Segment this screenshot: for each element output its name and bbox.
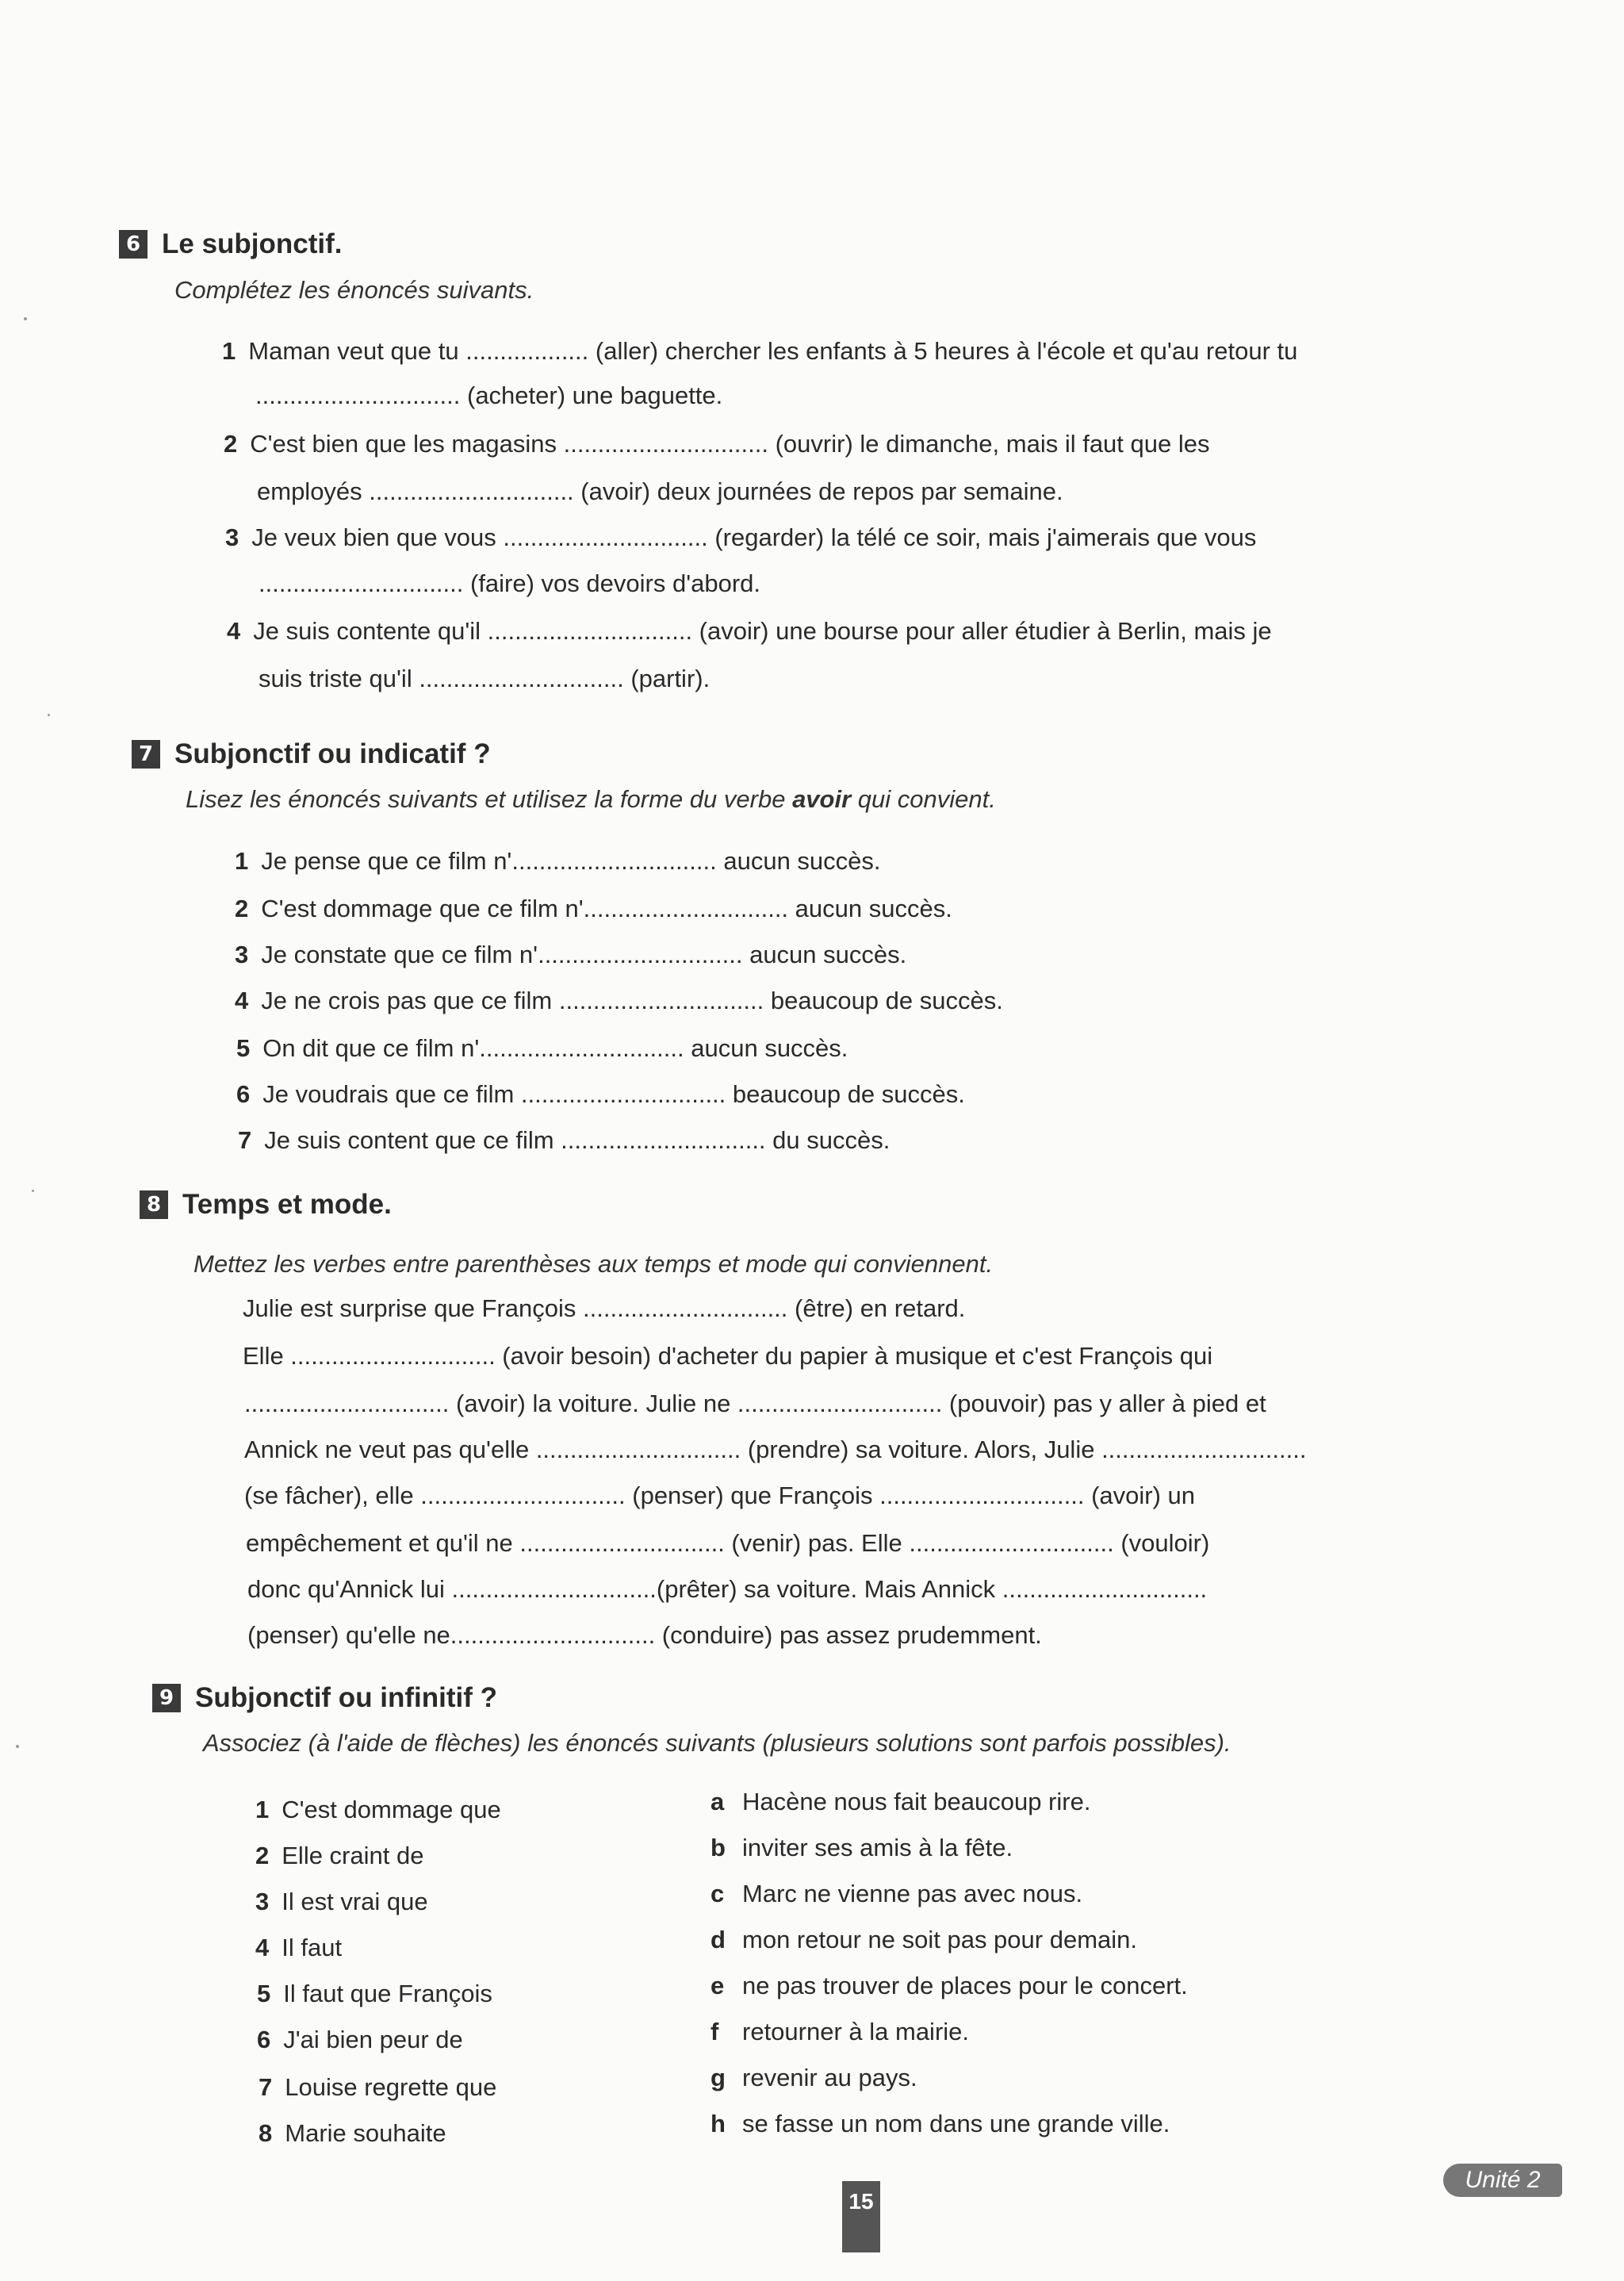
section-6-badge: 6: [119, 230, 147, 259]
s9-right-letter-f: f: [710, 2018, 719, 2045]
scan-speck: [32, 1190, 34, 1192]
s6-text-3b: .............................. (faire) vos devoirs d'abord.: [259, 569, 761, 597]
s9-left-6: [257, 2026, 463, 2054]
s6-line-1: [222, 337, 1297, 366]
s9-left-num-2: 2: [255, 1842, 270, 1869]
s9-left-num-3: 3: [255, 1888, 270, 1915]
s6-text-3: Je veux bien que vous .............................. (regarder) la télé ce soir, mais j'aimerais que vous: [251, 523, 1257, 551]
s9-left-num-4: 4: [255, 1934, 270, 1961]
s9-right-a: [710, 1788, 1090, 1816]
section-9-header: [152, 1680, 497, 1716]
s6-line-4b: [259, 665, 710, 693]
s9-right-letter-c: c: [710, 1880, 725, 1907]
s7-num-2: 2: [235, 895, 249, 922]
s6-text-2b: employés .............................. (avoir) deux journées de repos par semaine.: [257, 477, 1063, 505]
s9-left-num-5: 5: [257, 1980, 271, 2007]
s6-line-3b: [259, 569, 760, 598]
section-8-badge: 8: [140, 1190, 168, 1219]
s9-left-1: [255, 1796, 501, 1824]
s8-line-2: Elle .............................. (avoir besoin) d'acheter du papier à musique et c'est François qui: [243, 1342, 1213, 1370]
s6-line-4: [227, 617, 1272, 646]
s9-left-3: [255, 1888, 428, 1916]
s7-instr-post: qui convient.: [851, 785, 996, 813]
s8-line-4: Annick ne veut pas qu'elle .............................. (prendre) sa voiture. Alors, Julie ..............................: [244, 1436, 1307, 1463]
s9-left-7: [259, 2073, 496, 2102]
s6-line-2: [224, 430, 1210, 458]
s9-right-text-f: retourner à la mairie.: [742, 2018, 970, 2045]
s9-left-text-5: Il faut que François: [283, 1980, 492, 2007]
s7-line-6: [236, 1080, 965, 1109]
scan-speck: [48, 714, 50, 716]
s9-left-num-7: 7: [259, 2073, 273, 2101]
s9-right-d: [710, 1926, 1137, 1954]
section-9-title: Subjonctif ou infinitif ?: [195, 1682, 498, 1713]
s7-text-1: Je pense que ce film n'.............................. aucun succès.: [261, 847, 881, 875]
section-8-header: [140, 1187, 392, 1223]
s7-num-7: 7: [238, 1126, 252, 1154]
s9-right-f: [710, 2018, 969, 2046]
s6-num-1: 1: [222, 337, 236, 365]
s7-text-3: Je constate que ce film n'.............................. aucun succès.: [261, 941, 907, 968]
s9-right-c: [710, 1880, 1082, 1908]
s7-num-3: 3: [235, 941, 249, 968]
s9-right-text-g: revenir au pays.: [742, 2064, 917, 2091]
s9-right-text-e: ne pas trouver de places pour le concert.: [742, 1972, 1188, 1999]
section-9-instruction: Associez (à l'aide de flèches) les énoncés suivants (plusieurs solutions sont parfois possibles).: [203, 1729, 1231, 1757]
section-8-title: Temps et mode.: [182, 1189, 392, 1220]
s9-right-letter-e: e: [710, 1972, 725, 1999]
s9-right-h: [710, 2110, 1170, 2138]
scan-speck: [16, 1745, 19, 1748]
s9-left-text-3: Il est vrai que: [282, 1888, 428, 1915]
page-number: 15: [842, 2181, 880, 2252]
s6-text-1: Maman veut que tu .................. (aller) chercher les enfants à 5 heures à l'école et qu'au retour tu: [248, 337, 1298, 365]
s7-instr-pre: Lisez les énoncés suivants et utilisez la forme du verbe: [186, 785, 793, 813]
s9-right-text-c: Marc ne vienne pas avec nous.: [742, 1880, 1083, 1907]
s8-line-1: Julie est surprise que François .............................. (être) en retard.: [243, 1294, 966, 1322]
s7-num-6: 6: [236, 1080, 251, 1108]
s9-left-num-1: 1: [255, 1796, 270, 1823]
section-8-instruction: Mettez les verbes entre parenthèses aux temps et mode qui conviennent.: [193, 1250, 994, 1278]
s6-line-1b: [255, 381, 722, 410]
s7-line-7: [238, 1126, 890, 1155]
section-6-instruction: Complétez les énoncés suivants.: [174, 276, 534, 304]
unit-tab: Unité 2: [1443, 2164, 1562, 2197]
s9-right-g: [710, 2064, 917, 2092]
s7-text-7: Je suis content que ce film .............................. du succès.: [264, 1126, 891, 1154]
section-9-badge: 9: [152, 1684, 181, 1712]
s9-left-text-7: Louise regrette que: [285, 2073, 497, 2101]
section-6-header: [119, 226, 343, 263]
s6-text-2: C'est bien que les magasins .............................. (ouvrir) le dimanche, mais il faut que les: [250, 430, 1210, 458]
scan-speck: [24, 317, 27, 320]
s8-line-8: (penser) qu'elle ne.............................. (conduire) pas assez prudemment.: [247, 1621, 1042, 1649]
s9-left-num-8: 8: [259, 2119, 273, 2147]
section-7-instruction: [186, 785, 996, 814]
s8-line-7: donc qu'Annick lui ..............................(prêter) sa voiture. Mais Annick ..............................: [247, 1575, 1208, 1603]
s9-right-text-h: se fasse un nom dans une grande ville.: [742, 2110, 1170, 2137]
s7-line-2: [235, 895, 952, 923]
s7-text-5: On dit que ce film n'.............................. aucun succès.: [262, 1034, 848, 1062]
s8-line-5: (se fâcher), elle .............................. (penser) que François .............................. (avoir) un: [244, 1482, 1196, 1509]
s7-text-4: Je ne crois pas que ce film .............................. beaucoup de succès.: [261, 987, 1003, 1014]
s9-left-text-6: J'ai bien peur de: [283, 2026, 463, 2053]
s9-left-num-6: 6: [257, 2026, 271, 2053]
s9-right-text-b: inviter ses amis à la fête.: [742, 1834, 1013, 1861]
s7-num-1: 1: [235, 847, 249, 875]
s9-left-text-4: Il faut: [282, 1934, 343, 1961]
s9-right-text-a: Hacène nous fait beaucoup rire.: [742, 1788, 1091, 1815]
s9-left-5: [257, 1980, 492, 2008]
s9-right-letter-g: g: [710, 2064, 726, 2091]
s7-text-2: C'est dommage que ce film n'.............................. aucun succès.: [261, 895, 952, 922]
s8-line-6: empêchement et qu'il ne .............................. (venir) pas. Elle .............................. (vouloir): [246, 1529, 1210, 1557]
s6-text-1b: .............................. (acheter) une baguette.: [255, 381, 723, 409]
s7-instr-bold: avoir: [792, 785, 852, 813]
s9-left-text-2: Elle craint de: [282, 1842, 424, 1869]
s9-right-letter-h: h: [710, 2110, 726, 2137]
s9-right-text-d: mon retour ne soit pas pour demain.: [742, 1926, 1137, 1953]
s7-line-4: [235, 987, 1003, 1015]
s7-num-5: 5: [236, 1034, 251, 1062]
s7-line-3: [235, 941, 906, 969]
s9-right-letter-b: b: [710, 1834, 726, 1861]
s9-left-2: [255, 1842, 423, 1870]
s9-right-letter-a: a: [710, 1788, 725, 1815]
s8-line-3: .............................. (avoir) la voiture. Julie ne .............................. (pouvoir) pas y aller à pied et: [244, 1390, 1266, 1417]
s7-line-1: [235, 847, 881, 876]
s7-line-5: [236, 1034, 848, 1063]
section-7-title: Subjonctif ou indicatif ?: [174, 738, 491, 769]
s9-left-8: [259, 2119, 446, 2148]
s9-left-text-1: C'est dommage que: [282, 1796, 501, 1823]
s9-right-letter-d: d: [710, 1926, 726, 1953]
section-7-header: [132, 736, 491, 772]
s6-num-4: 4: [227, 617, 241, 645]
s6-text-4: Je suis contente qu'il .............................. (avoir) une bourse pour aller étudier à Berlin, mais je: [253, 617, 1272, 645]
section-6-title: Le subjonctif.: [162, 228, 343, 259]
s9-left-text-8: Marie souhaite: [285, 2119, 446, 2147]
s7-num-4: 4: [235, 987, 249, 1014]
s6-num-3: 3: [225, 523, 239, 551]
s9-right-b: [710, 1834, 1013, 1862]
s6-line-2b: [257, 477, 1063, 506]
s9-right-e: [710, 1972, 1188, 2000]
s7-text-6: Je voudrais que ce film .............................. beaucoup de succès.: [262, 1080, 965, 1108]
section-7-badge: 7: [132, 740, 160, 769]
s9-left-4: [255, 1934, 342, 1962]
s6-num-2: 2: [224, 430, 238, 458]
s6-text-4b: suis triste qu'il .............................. (partir).: [259, 665, 710, 692]
s6-line-3: [225, 523, 1256, 552]
